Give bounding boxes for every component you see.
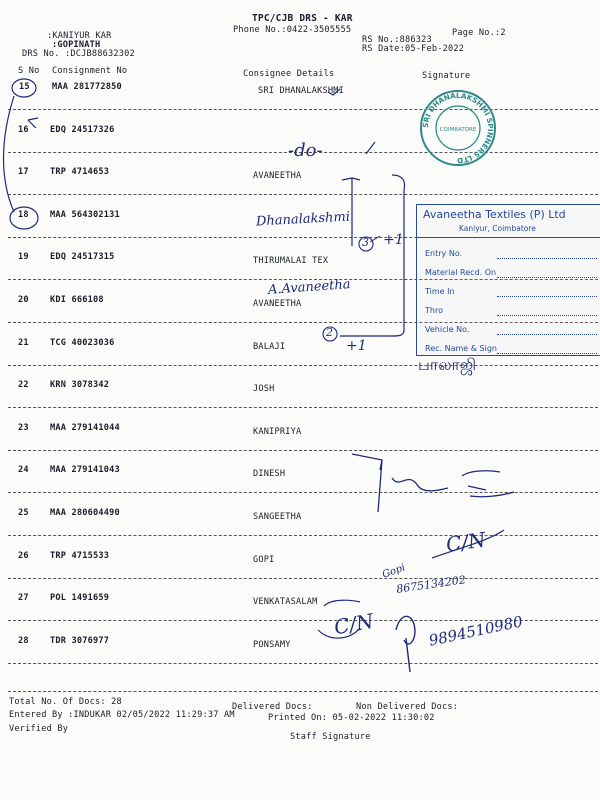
staff-signature: Staff Signature	[290, 732, 371, 742]
page-number: Page No.:2	[452, 28, 506, 38]
handwritten-balaji-tamil: பாலாஜி	[418, 355, 477, 374]
round-stamp	[418, 88, 498, 168]
staff-name: :GOPINATH	[52, 40, 101, 50]
report-title: TPC/CJB DRS - KAR	[252, 13, 353, 24]
svg-text:COIMBATORE: COIMBATORE	[439, 127, 477, 133]
rect-stamp-line: Material Recd. On	[425, 268, 497, 277]
row-consignee: SRI DHANALAKSHMI	[258, 86, 344, 96]
rect-stamp-rule	[497, 353, 597, 354]
handwritten-plus-1a: +1	[383, 232, 404, 248]
handwritten-cn-25: C/N	[444, 527, 488, 557]
row-sno: 19	[18, 252, 29, 262]
sig-stroke-24a	[352, 454, 382, 512]
row-consignment-no: TCG 40023036	[50, 338, 115, 348]
rect-stamp-rule	[497, 315, 597, 316]
row-consignment-no: TRP 4715533	[50, 551, 110, 561]
row-consignment-no: KDI 666108	[50, 295, 104, 305]
col-sno: S No	[18, 66, 40, 76]
row-sno: 23	[18, 423, 29, 433]
row-sno: 21	[18, 338, 29, 348]
row-sno: 25	[18, 508, 29, 518]
circle-mark-18	[10, 207, 38, 229]
row-consignment-no: POL 1491659	[50, 593, 110, 603]
row-consignee: AVANEETHA	[253, 171, 302, 181]
slash-mark	[366, 142, 375, 154]
row-consignee: PONSAMY	[253, 640, 291, 650]
handwritten-plus-1b: +1	[346, 338, 367, 354]
sig-stroke-27b	[324, 600, 360, 606]
round-stamp-icon	[418, 88, 498, 168]
rect-stamp-line: Rec. Name & Sign	[425, 344, 497, 353]
col-consignment: Consignment No	[52, 66, 128, 76]
row-consignee: THIRUMALAI TEX	[253, 256, 329, 266]
row-consignee: VENKATASALAM	[253, 597, 318, 607]
sig-stroke-27a	[396, 616, 415, 672]
row-consignment-no: MAA 564302131	[50, 210, 120, 220]
row-consignment-no: TDR 3076977	[50, 636, 110, 646]
handwritten-gopi: Gopi	[380, 562, 407, 581]
phone-number: Phone No.:0422-3505555	[233, 25, 352, 35]
row-consignee: JOSH	[253, 384, 275, 394]
row-sno: 15	[19, 82, 30, 92]
rect-stamp	[416, 204, 600, 356]
sig-stroke-24c	[462, 471, 514, 497]
row-sno: 17	[18, 167, 29, 177]
verified-by: Verified By	[9, 724, 69, 734]
row-sno: 16	[18, 125, 29, 135]
row-consignment-no: MAA 279141043	[50, 465, 120, 475]
rect-stamp-divider	[417, 237, 600, 238]
row-consignee: KANIPRIYA	[253, 427, 302, 437]
rs-number: RS No.:886323	[362, 35, 432, 45]
rect-stamp-rule	[497, 334, 597, 335]
handwritten-gopi-phone: 8675134202	[395, 573, 467, 596]
rect-stamp-sub: Kaniyur, Coimbatore	[459, 224, 536, 233]
rect-stamp-line: Thro	[425, 306, 443, 315]
tick-mark	[328, 89, 340, 95]
handwritten-avaneetha: A.Avaneetha	[267, 277, 352, 298]
row-sno: 18	[18, 210, 29, 220]
row-consignment-no: EDQ 24517315	[50, 252, 115, 262]
row-consignee: DINESH	[253, 469, 286, 479]
col-signature: Signature	[422, 71, 471, 81]
svg-text:SRI DHANALAKSHMI SPINNERS LTD: SRI DHANALAKSHMI SPINNERS LTD	[420, 90, 496, 166]
row-sno: 24	[18, 465, 29, 475]
row-consignment-no: KRN 3078342	[50, 380, 110, 390]
rs-date: RS Date:05-Feb-2022	[362, 44, 465, 54]
row-sno: 26	[18, 551, 29, 561]
total-docs: Total No. Of Docs: 28	[9, 697, 122, 707]
rect-stamp-rule	[497, 277, 597, 278]
row-consignment-no: MAA 279141044	[50, 423, 120, 433]
entered-by: Entered By :INDUKAR 02/05/2022 11:29:37 AM	[9, 710, 235, 720]
footer-divider	[8, 691, 598, 692]
row-consignee: AVANEETHA	[253, 299, 302, 309]
rect-stamp-line: Entry No.	[425, 249, 463, 258]
sig-stroke-24b	[392, 478, 448, 491]
circle-mark-15	[12, 79, 36, 97]
printed-on: Printed On: 05-02-2022 11:30:02	[268, 713, 435, 723]
rect-stamp-rule	[497, 296, 597, 297]
handwritten-cn-27: C/N	[332, 608, 376, 640]
arrow-mark	[28, 118, 38, 128]
row-consignee: BALAJI	[253, 342, 286, 352]
handwritten-dhanalakshmi: Dhanalakshmi	[255, 209, 351, 230]
handwritten-3: 3	[362, 236, 369, 249]
row-sno: 20	[18, 295, 29, 305]
row-consignee: GOPI	[253, 555, 275, 565]
handwritten-venkat-phone: 9894510980	[427, 612, 525, 650]
handwritten-2: 2	[326, 326, 333, 339]
bracket-17-20	[340, 175, 405, 336]
handwritten-ditto: -do-	[288, 140, 323, 161]
rect-stamp-line: Time In	[425, 287, 455, 296]
row-consignment-no: MAA 280604490	[50, 508, 120, 518]
row-sno: 27	[18, 593, 29, 603]
rect-stamp-rule	[497, 258, 597, 259]
row-consignment-no: MAA 281772850	[52, 82, 122, 92]
rect-stamp-line: Vehicle No.	[425, 325, 470, 334]
drs-number: DRS No. :DCJB88632302	[22, 49, 135, 59]
row-consignment-no: TRP 4714653	[50, 167, 110, 177]
row-sno: 22	[18, 380, 29, 390]
non-delivered-docs: Non Delivered Docs:	[356, 702, 459, 712]
rect-stamp-title: Avaneetha Textiles (P) Ltd	[423, 208, 566, 221]
row-consignment-no: EDQ 24517326	[50, 125, 115, 135]
bracket-15-18	[4, 96, 15, 212]
branch-name: :KANIYUR KAR	[47, 31, 112, 41]
col-consignee: Consignee Details	[243, 69, 335, 79]
row-consignee: SANGEETHA	[253, 512, 302, 522]
delivered-docs: Delivered Docs:	[232, 702, 313, 712]
row-sno: 28	[18, 636, 29, 646]
